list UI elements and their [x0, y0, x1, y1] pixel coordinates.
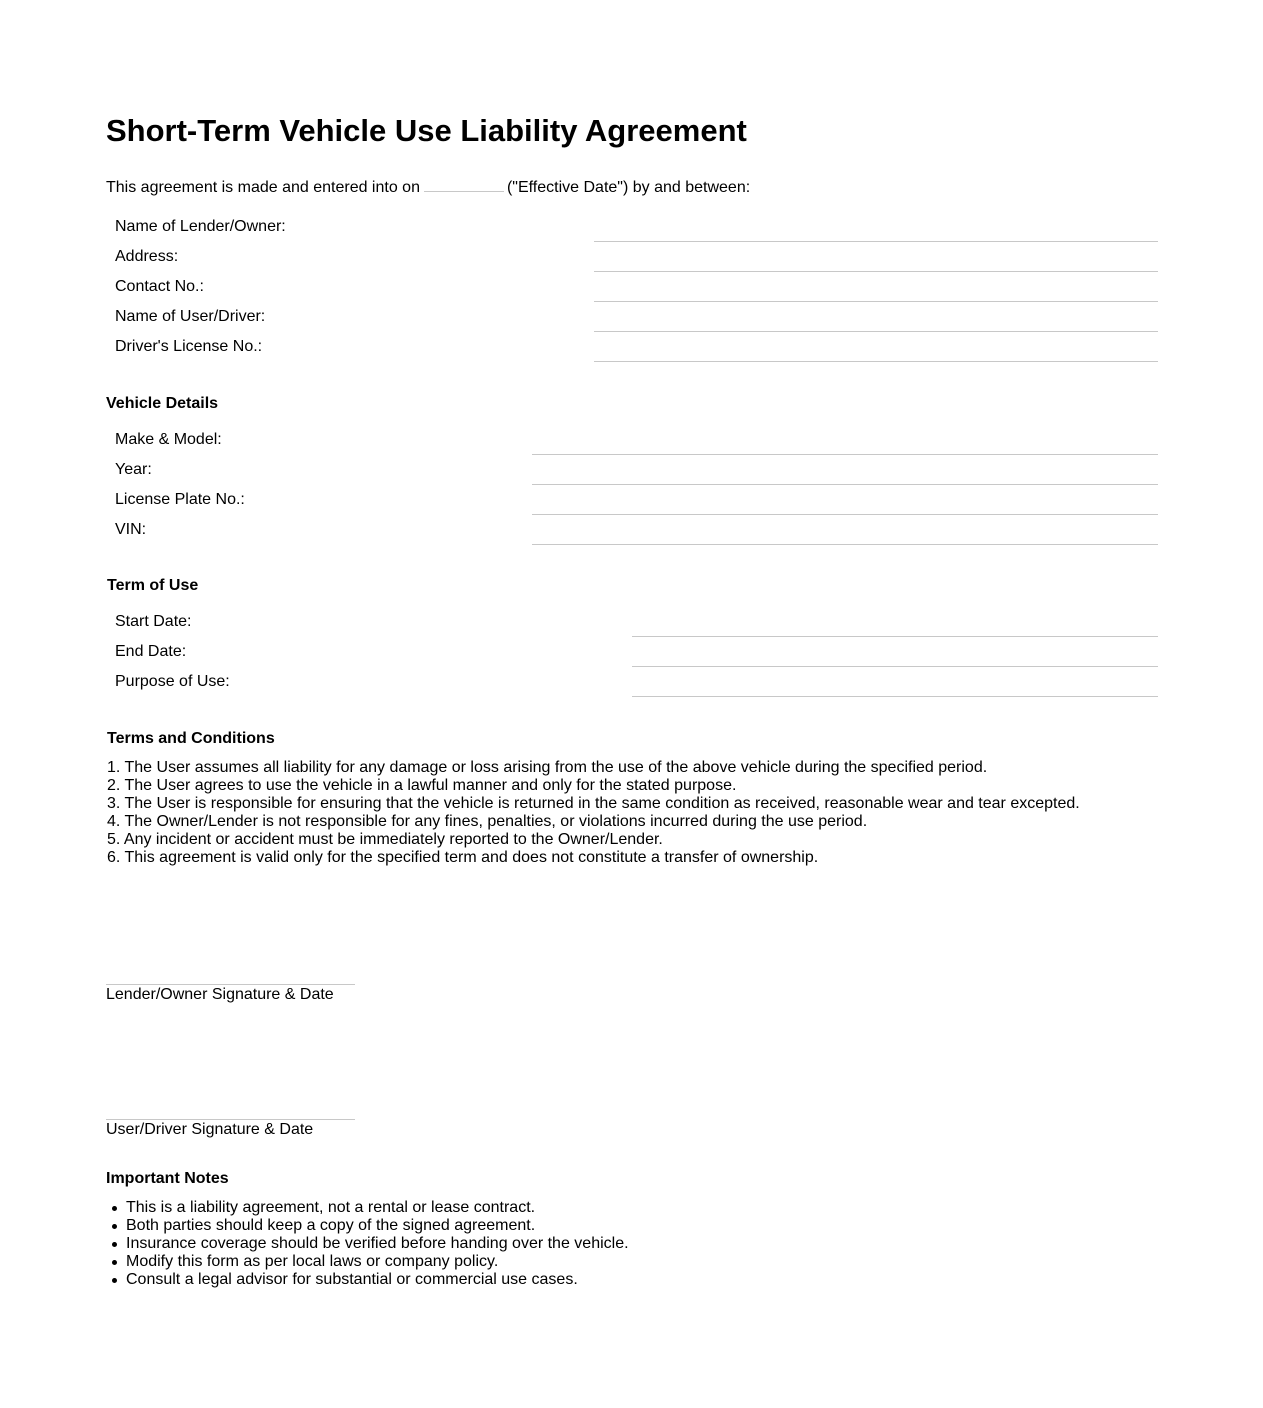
make-model-line[interactable] — [532, 454, 1158, 455]
driver-name-field — [0, 307, 1263, 337]
field-label: Address: — [115, 248, 179, 265]
list-item: 3. The User is responsible for ensuring that the vehicle is returned in the same condition as received, reasonable wear and tear excepted. — [107, 795, 1080, 812]
field-label: VIN: — [115, 521, 147, 538]
bullet-icon — [112, 1206, 117, 1211]
lender-name-line[interactable] — [594, 241, 1158, 242]
bullet-icon — [112, 1224, 117, 1229]
license-plate-line[interactable] — [532, 514, 1158, 515]
field-label: License Plate No.: — [115, 491, 245, 508]
field-label: Year: — [115, 461, 152, 478]
year-line[interactable] — [532, 484, 1158, 485]
year-field — [0, 460, 1263, 490]
intro-text-after: ("Effective Date") by and between: — [506, 179, 751, 196]
start-date-field — [0, 612, 1263, 642]
field-label: Driver's License No.: — [115, 338, 263, 355]
lender-signature-block — [106, 984, 355, 1004]
important-notes-list — [106, 1199, 629, 1289]
lender-name-field — [0, 217, 1263, 247]
user-signature-block — [106, 1119, 355, 1139]
bullet-icon — [112, 1242, 117, 1247]
list-item: 5. Any incident or accident must be immediately reported to the Owner/Lender. — [107, 831, 663, 848]
list-item — [106, 1199, 629, 1217]
effective-date-blank[interactable] — [424, 177, 504, 192]
driver-name-line[interactable] — [594, 331, 1158, 332]
drivers-license-line[interactable] — [594, 361, 1158, 362]
intro-text-before: This agreement is made and entered into on — [106, 179, 420, 196]
intro-sentence — [106, 177, 750, 197]
end-date-line[interactable] — [632, 666, 1158, 667]
list-item — [106, 1253, 629, 1271]
note-text: Both parties should keep a copy of the signed agreement. — [126, 1217, 536, 1234]
vehicle-details-heading: Vehicle Details — [106, 395, 219, 412]
license-plate-field — [0, 490, 1263, 520]
lender-signature-label: Lender/Owner Signature & Date — [106, 986, 334, 1003]
field-label: Purpose of Use: — [115, 673, 230, 690]
list-item — [106, 1271, 629, 1289]
lender-address-line[interactable] — [594, 271, 1158, 272]
lender-address-field — [0, 247, 1263, 277]
note-text: Insurance coverage should be verified before handing over the vehicle. — [126, 1235, 629, 1252]
user-signature-label: User/Driver Signature & Date — [106, 1121, 314, 1138]
note-text: This is a liability agreement, not a rental or lease contract. — [126, 1199, 536, 1216]
note-text: Modify this form as per local laws or company policy. — [126, 1253, 499, 1270]
contact-number-field — [0, 277, 1263, 307]
purpose-of-use-line[interactable] — [632, 696, 1158, 697]
bullet-icon — [112, 1260, 117, 1265]
term-of-use-heading: Term of Use — [107, 577, 199, 594]
bullet-icon — [112, 1278, 117, 1283]
list-item: 1. The User assumes all liability for any damage or loss arising from the use of the above vehicle during the specified period. — [107, 759, 988, 776]
important-notes-heading: Important Notes — [106, 1170, 229, 1187]
page-title: Short-Term Vehicle Use Liability Agreement — [106, 113, 747, 148]
list-item — [106, 1235, 629, 1253]
terms-list — [107, 759, 1080, 867]
list-item — [106, 1217, 629, 1235]
vin-line[interactable] — [532, 544, 1158, 545]
note-text: Consult a legal advisor for substantial or commercial use cases. — [126, 1271, 578, 1288]
list-item: 6. This agreement is valid only for the specified term and does not constitute a transfer of ownership. — [107, 849, 819, 866]
field-label: Name of Lender/Owner: — [115, 218, 286, 235]
end-date-field — [0, 642, 1263, 672]
list-item: 2. The User agrees to use the vehicle in a lawful manner and only for the stated purpose. — [107, 777, 737, 794]
start-date-line[interactable] — [632, 636, 1158, 637]
contact-number-line[interactable] — [594, 301, 1158, 302]
terms-and-conditions-heading: Terms and Conditions — [107, 730, 275, 747]
make-model-field — [0, 430, 1263, 460]
field-label: Contact No.: — [115, 278, 204, 295]
list-item: 4. The Owner/Lender is not responsible for any fines, penalties, or violations incurred during the use period. — [107, 813, 868, 830]
field-label: Start Date: — [115, 613, 192, 630]
drivers-license-field — [0, 337, 1263, 367]
vin-field — [0, 520, 1263, 550]
field-label: End Date: — [115, 643, 187, 660]
field-label: Name of User/Driver: — [115, 308, 266, 325]
purpose-of-use-field — [0, 672, 1263, 702]
field-label: Make & Model: — [115, 431, 222, 448]
